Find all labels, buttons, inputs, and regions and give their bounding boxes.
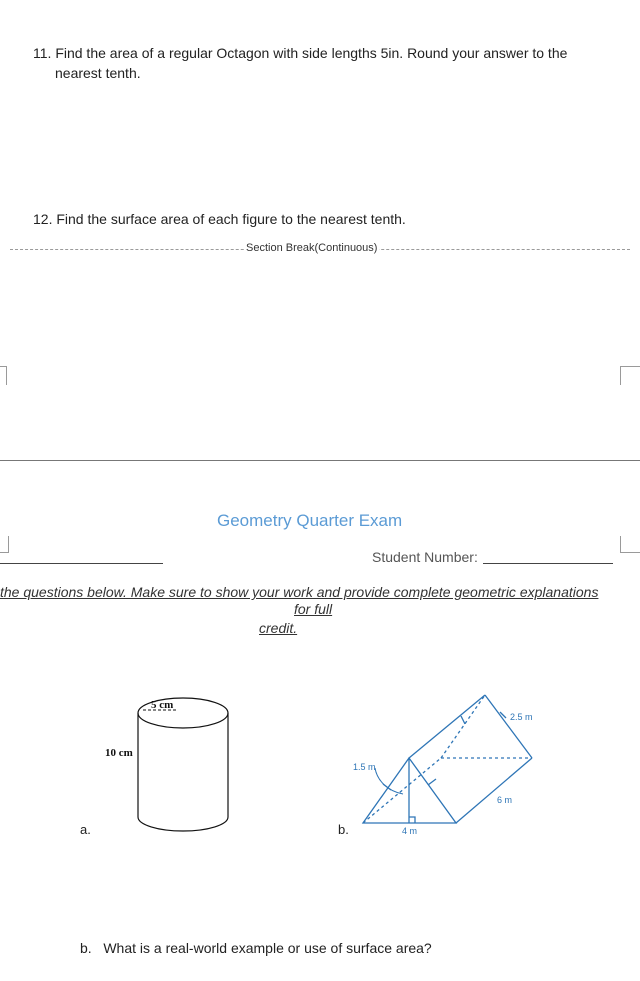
cylinder-figure <box>95 690 245 840</box>
instructions-line2: for full <box>294 601 333 617</box>
header-corner-mark-right <box>620 536 640 553</box>
name-blank-line <box>0 563 163 564</box>
header-corner-mark-left <box>0 536 9 553</box>
prism-height-label: 1.5 m <box>353 762 376 772</box>
cylinder-radius-label: 5 cm <box>151 699 174 711</box>
student-number-blank-line <box>483 563 613 564</box>
student-number-label: Student Number: <box>372 549 478 565</box>
figure-a-label: a. <box>80 822 91 837</box>
cylinder-height-label: 10 cm <box>105 747 133 759</box>
prism-length-label: 6 m <box>497 795 513 805</box>
prism-base-label: 4 m <box>402 826 418 836</box>
triangular-prism-figure <box>345 688 545 838</box>
exam-title: Geometry Quarter Exam <box>217 511 403 530</box>
instructions-line3: credit. <box>259 620 298 636</box>
question-12: 12. Find the surface area of each figure to the nearest tenth. <box>33 211 406 227</box>
page-corner-mark-right <box>620 366 640 385</box>
figure-b-label: b. <box>338 822 349 837</box>
prism-top-label: 2.5 m <box>510 712 533 722</box>
section-break-label: Section Break(Continuous) <box>246 242 378 254</box>
page-divider <box>0 460 640 461</box>
instructions-line1: the questions below. Make sure to show your work and provide complete geometric explanations <box>0 584 599 600</box>
question-11-line1: 11. Find the area of a regular Octagon with side lengths 5in. Round your answer to the <box>33 45 568 61</box>
question-11-line2: nearest tenth. <box>55 65 141 81</box>
page-corner-mark-left <box>0 366 7 385</box>
question-b: b. What is a real-world example or use of surface area? <box>80 940 432 956</box>
